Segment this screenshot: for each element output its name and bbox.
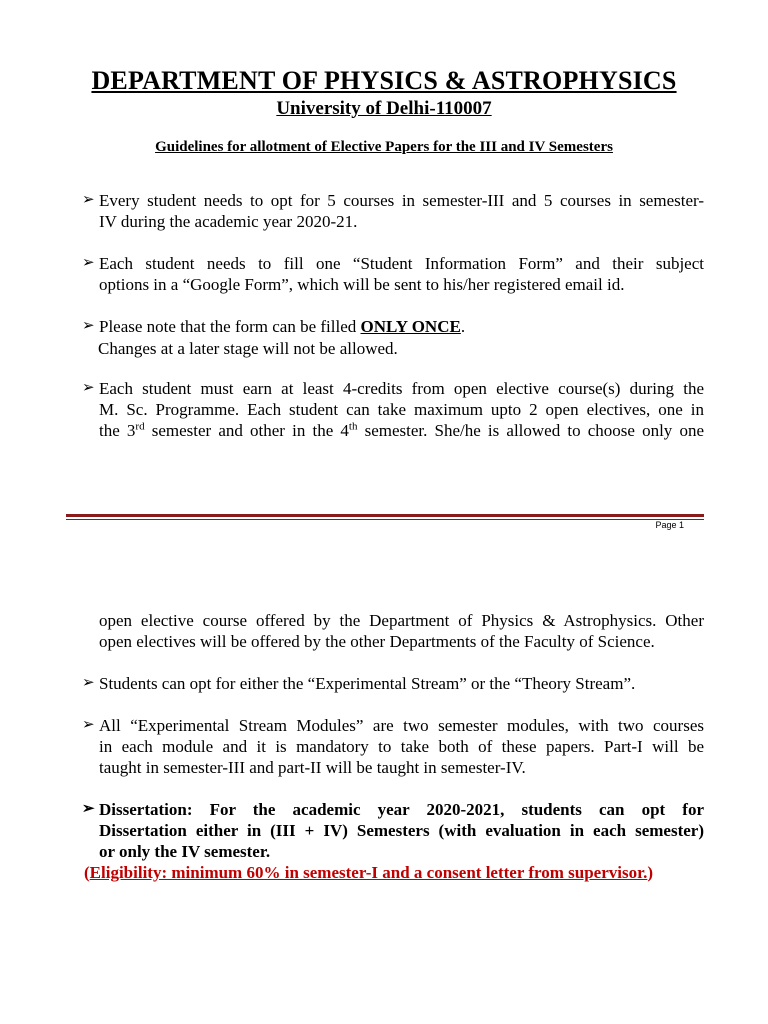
bullet-text-line: All “Experimental Stream Modules” are two semester modules, with two courses (99, 716, 704, 735)
bullet-text-line: Each student must earn at least 4-credits from open elective course(s) during the (99, 379, 704, 398)
bullet-text-line: Students can opt for either the “Experimental Stream” or the “Theory Stream”. (99, 674, 636, 693)
text-fragment: semester and other in the 4 (144, 421, 349, 440)
only-once-emphasis: ONLY ONCE (360, 317, 461, 336)
paren-open: ( (84, 863, 90, 882)
bullet-experimental-modules (82, 715, 704, 778)
continuation-paragraph (82, 610, 704, 652)
footer-divider (66, 514, 704, 517)
superscript: rd (135, 420, 145, 433)
arrow-bullet-icon: ➢ (82, 318, 95, 334)
paren-close: ) (647, 863, 654, 882)
bullet-text-line: Dissertation either in (III + IV) Semesters (with evaluation in each semester) (99, 821, 704, 840)
bullet-forms (82, 253, 704, 295)
page-title: DEPARTMENT OF PHYSICS & ASTROPHYSICS (91, 66, 677, 95)
bullet-text-line: Every student needs to opt for 5 courses in semester-III and 5 courses in semester- (99, 191, 704, 210)
page-number: Page 1 (655, 520, 684, 530)
arrow-bullet-icon: ➢ (82, 675, 95, 691)
arrow-bullet-icon: ➢ (82, 717, 95, 733)
text-fragment: semester. She/he is allowed to choose only one (357, 421, 704, 440)
text-fragment: the 3 (99, 421, 136, 440)
bullet-text-line: in each module and it is mandatory to take both of these papers. Part-I will be (99, 737, 704, 756)
bullet-text-line: Each student needs to fill one “Student Information Form” and their subject (99, 254, 704, 273)
arrow-bullet-icon: ➢ (82, 192, 95, 208)
bullet-text-line (99, 316, 704, 337)
eligibility-text: Eligibility: minimum 60% in semester-I and a consent letter from supervisor. (89, 863, 648, 882)
bullet-text-line (99, 420, 704, 441)
bullet-opt-courses (82, 190, 704, 232)
arrow-bullet-icon: ➢ (82, 801, 95, 817)
changes-note: Changes at a later stage will not be allowed. (98, 339, 398, 358)
arrow-bullet-icon: ➢ (82, 255, 95, 271)
superscript: th (348, 420, 358, 433)
bullet-text-line: options in a “Google Form”, which will be sent to his/her registered email id. (99, 275, 625, 294)
eligibility-note (84, 862, 653, 883)
bullet-text-line: taught in semester-III and part-II will be taught in semester-IV. (99, 758, 526, 777)
bullet-fill-once (82, 316, 704, 337)
arrow-bullet-icon: ➢ (82, 380, 95, 396)
bullet-text-line: Dissertation: For the academic year 2020-2021, students can opt for (99, 800, 704, 819)
bullet-streams (82, 673, 704, 694)
bullet-text-line: M. Sc. Programme. Each student can take maximum upto 2 open electives, one in (99, 400, 704, 419)
bullet-text-line: IV during the academic year 2020-21. (99, 212, 358, 231)
bullet-text-line: open elective course offered by the Department of Physics & Astrophysics. Other (99, 611, 704, 630)
university-subtitle: University of Delhi-110007 (276, 98, 492, 119)
bullet-text-line: or only the IV semester. (99, 842, 271, 861)
bullet-text-line: open electives will be offered by the other Departments of the Faculty of Science. (99, 632, 655, 651)
bullet-open-elective (82, 378, 704, 441)
guidelines-heading: Guidelines for allotment of Elective Papers for the III and IV Semesters (155, 139, 613, 155)
footer-divider (66, 519, 704, 520)
note-text: Please note that the form can be filled (99, 317, 361, 336)
bullet-dissertation (82, 799, 704, 862)
note-period: . (460, 317, 466, 336)
